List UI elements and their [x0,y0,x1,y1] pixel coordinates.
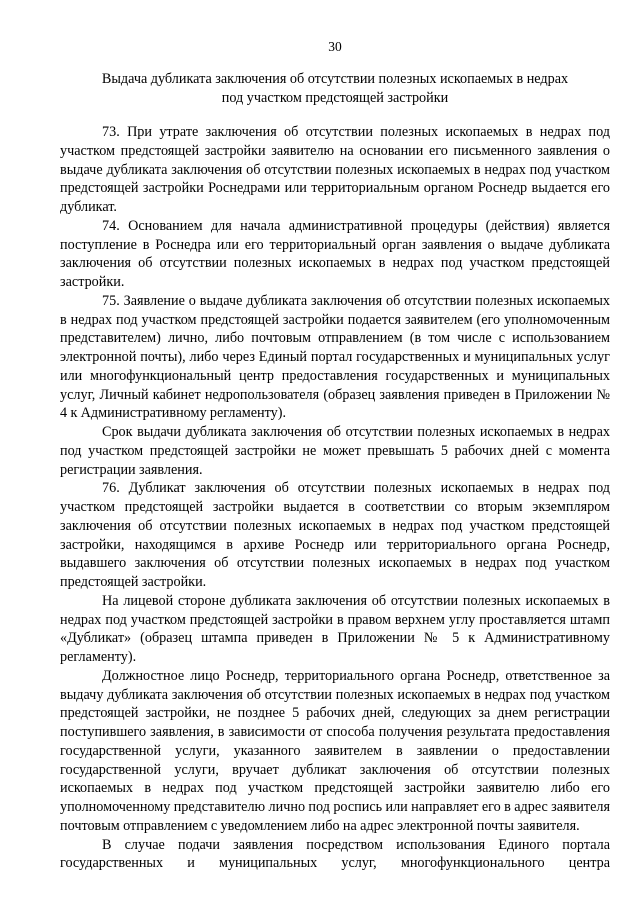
section-title-line-2: под участком предстоящей застройки [221,90,449,106]
section-title [60,70,610,108]
paragraph-75-term: Срок выдачи дубликата заключения об отсутствии полезных ископаемых в недрах под участком предстоящей застройки не может превышать 5 рабочих дней с момента регистрации заявления. [60,424,610,478]
paragraph-74: 74. Основанием для начала административной процедуры (действия) является поступление в Роснедра или его территориальный орган заявления о выдаче дубликата заключения об отсутствии полезных ископаемых в недрах под участком предстоящей застройки. [60,217,610,290]
section-title-line-1: Выдача дубликата заключения об отсутствии полезных ископаемых в недрах [101,71,569,87]
page-number: 30 [328,39,342,54]
body-text [60,123,610,873]
document-page [60,0,610,905]
paragraph-76: 76. Дубликат заключения об отсутствии полезных ископаемых в недрах под участком предстоящей застройки выдается в соответствии со вторым экземпляром заключения об отсутствии полезных ископаемых в недрах под участком предстоящей застройки, находящимся в архиве Роснедр или территориального органа Роснедр, выдавшего заключения об отсутствии полезных ископаемых в недрах под участком предстоящей застройки. [60,480,610,590]
paragraph-76-official: Должностное лицо Роснедр, территориального органа Роснедр, ответственное за выдачу дубликата заключения об отсутствии полезных ископаемых в недрах под участком предстоящей застройки, не позднее 5 рабочих дней, следующих за днем регистрации поступившего заявления, в зависимости от способа получения результата предоставления государственной услуги, указанного заявителем в заявлении о предоставлении государственной услуги, вручает дубликат заключения об отсутствии полезных ископаемых в недрах под участком предстоящей застройки заявителю либо его уполномоченному представителю лично под роспись или направляет его в адрес заявителя почтовым отправлением с уведомлением либо на адрес электронной почты заявителя. [60,667,610,834]
paragraph-75: 75. Заявление о выдаче дубликата заключения об отсутствии полезных ископаемых в недрах под участком предстоящей застройки подается заявителем (его уполномоченным представителем) лично, либо почтовым отправлением (в том числе с использованием электронной почты), либо через Единый портал государственных и муниципальных услуг или многофункциональный центр предоставления государственных и муниципальных услуг, Личный кабинет недропользователя (образец заявления приведен в Приложении № 4 к Административному регламенту). [60,292,610,422]
paragraph-73: 73. При утрате заключения об отсутствии полезных ископаемых в недрах под участком предстоящей застройки заявителю на основании его письменного заявления о выдаче дубликата заключения об отсутствии полезных ископаемых в недрах под участком предстоящей застройки Роснедрами или территориальным органом Роснедр выдается его дубликат. [60,124,610,215]
paragraph-76-stamp: На лицевой стороне дубликата заключения об отсутствии полезных ископаемых в недрах под участком предстоящей застройки в правом верхнем углу проставляется штамп «Дубликат» (образец штампа приведен в Приложении № 5 к Административному регламенту). [60,592,610,665]
paragraph-76-portal: В случае подачи заявления посредством использования Единого портала государственных и муниципальных услуг, многофункционального центра [60,836,610,872]
